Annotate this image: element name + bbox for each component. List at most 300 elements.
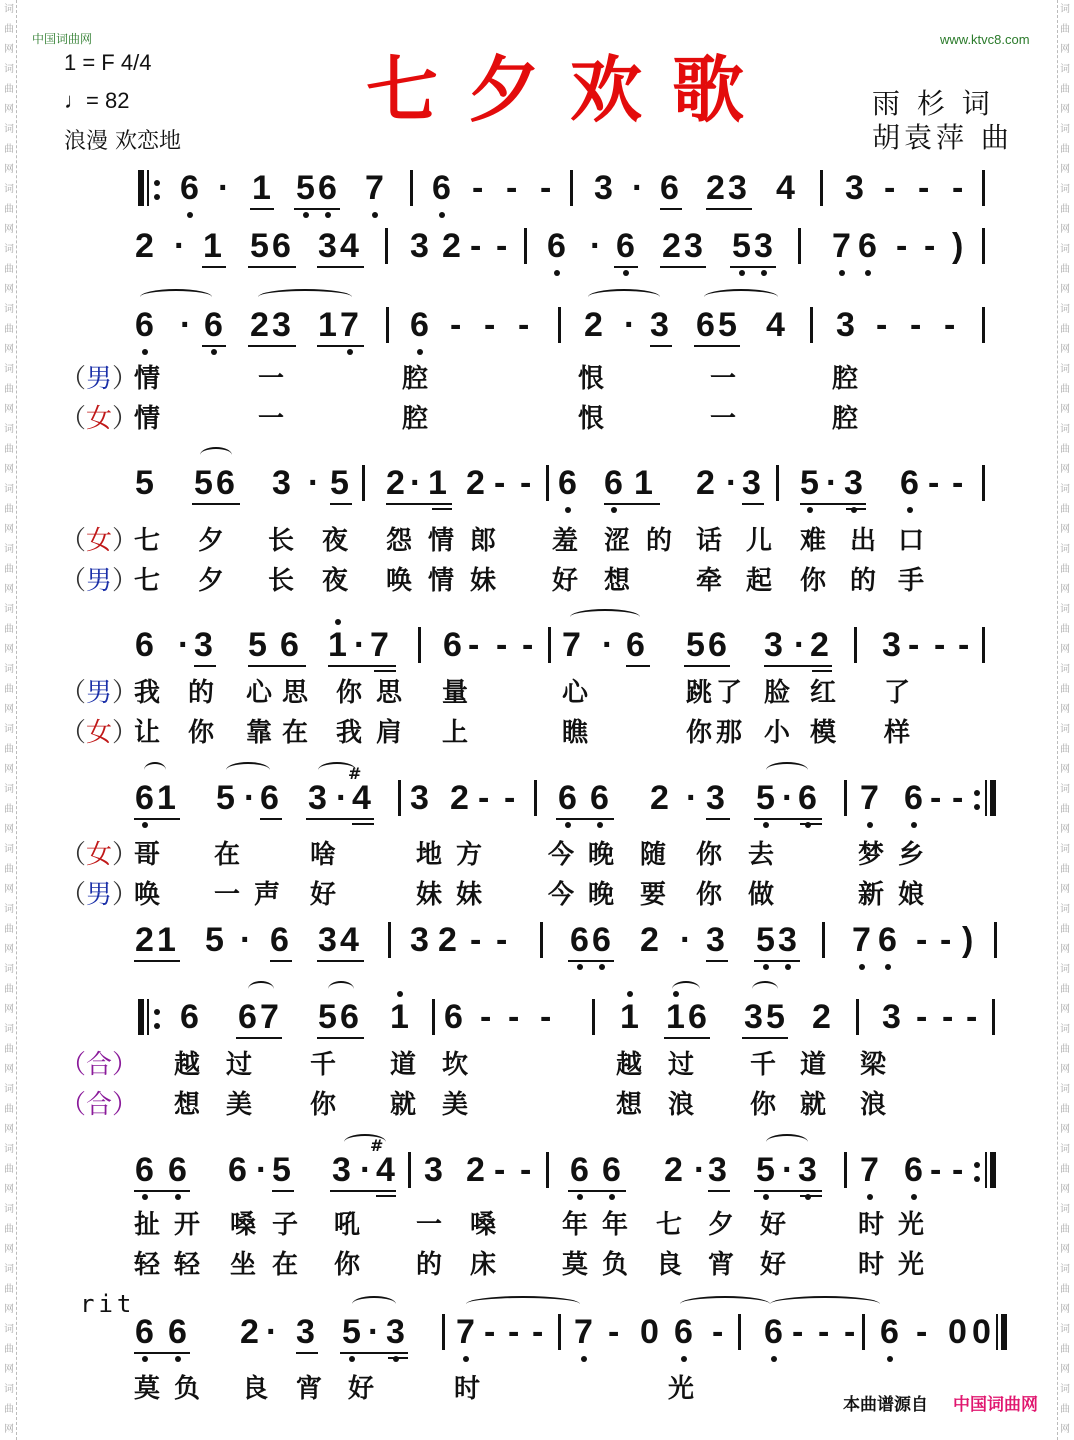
quarter-note-icon: ♩ xyxy=(64,88,86,113)
watermark-glyph: 网 xyxy=(4,1184,14,1195)
watermark-glyph: 词 xyxy=(4,964,14,975)
lyric-syllable: 就 xyxy=(800,1090,827,1120)
lower-octave-dot xyxy=(761,270,767,276)
note: 3 xyxy=(706,779,725,817)
watermark-glyph: 词 xyxy=(4,604,14,615)
watermark-glyph: 词 xyxy=(4,64,14,75)
note: 6 xyxy=(228,1151,247,1189)
lyric-syllable: 美 xyxy=(226,1090,253,1120)
composer-credit: 胡袁萍 曲 xyxy=(872,121,1013,154)
note: 6 xyxy=(904,1151,923,1189)
note: 5 xyxy=(342,1313,361,1351)
note: 6 xyxy=(216,464,235,502)
watermark-glyph: 词 xyxy=(4,304,14,315)
beam-underline xyxy=(800,503,866,505)
note: 5 xyxy=(766,998,785,1036)
lyric-syllable: 好 xyxy=(310,880,337,910)
note: 3 xyxy=(410,921,429,959)
dash-extension: - xyxy=(876,306,888,344)
tempo-marking xyxy=(64,88,129,114)
note: 2 xyxy=(584,306,603,344)
barline xyxy=(982,627,985,663)
beam-underline xyxy=(248,266,296,268)
barline xyxy=(418,627,421,663)
key-signature: 1 = F 4/4 xyxy=(64,50,152,75)
note: 3 xyxy=(386,1313,405,1351)
watermark-glyph: 词 xyxy=(1060,124,1070,135)
watermark-glyph: 词 xyxy=(4,1264,14,1275)
watermark-glyph: 曲 xyxy=(4,984,14,995)
lower-octave-dot xyxy=(911,1194,917,1200)
augmentation-dot: · xyxy=(680,921,692,959)
watermark-glyph: 词 xyxy=(4,184,14,195)
beam-underline xyxy=(330,1190,396,1192)
note: 6 xyxy=(626,626,645,664)
watermark-glyph: 词 xyxy=(4,844,14,855)
watermark-glyph: 词 xyxy=(4,1324,14,1335)
watermark-glyph: 曲 xyxy=(4,624,14,635)
lyric-syllable: 宵 xyxy=(708,1250,735,1280)
dash-extension: - xyxy=(472,169,484,207)
lyric-syllable: 千 xyxy=(750,1050,777,1080)
lyric-syllable: 做 xyxy=(748,880,775,910)
slur-mark xyxy=(328,981,354,997)
lower-octave-dot xyxy=(865,270,871,276)
watermark-glyph: 词 xyxy=(4,1084,14,1095)
slur-mark xyxy=(770,1296,880,1312)
lyric-syllable: 负 xyxy=(174,1374,201,1404)
dash-extension: - xyxy=(540,998,552,1036)
notation-line-verse-2 xyxy=(0,463,1074,523)
dash-extension: - xyxy=(942,998,954,1036)
watermark-glyph: 曲 xyxy=(1060,264,1070,275)
watermark-glyph: 网 xyxy=(4,344,14,355)
role-label-chorus: （合） xyxy=(60,1090,139,1120)
watermark-glyph: 词 xyxy=(1060,784,1070,795)
dash-extension: - xyxy=(518,306,530,344)
role-name: 女 xyxy=(86,404,113,434)
lyric-syllable: 牵 xyxy=(696,566,723,596)
barline xyxy=(388,922,391,958)
barline xyxy=(982,228,985,264)
lyric-syllable: 模 xyxy=(810,718,837,748)
note: 6 xyxy=(592,921,611,959)
lyric-row xyxy=(0,524,1074,558)
watermark-glyph: 词 xyxy=(1060,544,1070,555)
dash-extension: - xyxy=(930,1151,942,1189)
lyric-syllable: 时 xyxy=(858,1210,885,1240)
watermark-glyph: 网 xyxy=(4,704,14,715)
watermark-glyph: 词 xyxy=(4,784,14,795)
beam-underline xyxy=(650,345,672,347)
note: 3 xyxy=(882,998,901,1036)
beam-underline xyxy=(294,208,340,210)
watermark-glyph: 词 xyxy=(1060,484,1070,495)
dash-extension: - xyxy=(930,779,942,817)
lower-octave-dot xyxy=(681,1356,687,1362)
role-label-male: （男） xyxy=(60,880,139,910)
note: 7 xyxy=(860,779,879,817)
watermark-glyph: 网 xyxy=(4,44,14,55)
lyric-syllable: 时 xyxy=(454,1374,481,1404)
note: 5 xyxy=(756,921,775,959)
lower-octave-dot xyxy=(417,349,423,355)
lyric-syllable: 怨 xyxy=(386,526,413,556)
note: 1 xyxy=(157,779,176,817)
dash-extension: - xyxy=(508,998,520,1036)
lower-octave-dot xyxy=(577,1194,583,1200)
lyric-syllable: 思 xyxy=(282,678,309,708)
lyric-syllable: 的 xyxy=(850,566,877,596)
watermark-glyph: 词 xyxy=(4,1384,14,1395)
role-label-chorus: （合） xyxy=(60,1050,139,1080)
lyric-syllable: 起 xyxy=(746,566,773,596)
watermark-glyph: 曲 xyxy=(4,264,14,275)
lyric-syllable: 一 xyxy=(214,880,241,910)
beam-underline xyxy=(706,818,730,820)
beam-underline xyxy=(754,818,822,820)
slur-mark xyxy=(144,762,166,778)
lyric-syllable: 我 xyxy=(336,718,363,748)
watermark-glyph: 网 xyxy=(1060,104,1070,115)
lower-octave-dot xyxy=(807,507,813,513)
note: 2 xyxy=(386,464,405,502)
watermark-glyph: 曲 xyxy=(1060,924,1070,935)
watermark-glyph: 曲 xyxy=(4,1344,14,1355)
beam-underline xyxy=(134,960,180,962)
watermark-glyph: 曲 xyxy=(1060,84,1070,95)
slur-mark xyxy=(466,1296,580,1312)
note: 3 xyxy=(410,227,429,265)
note: 3 xyxy=(728,169,747,207)
note: 3 xyxy=(764,626,783,664)
note: 6 xyxy=(880,1313,899,1351)
lower-octave-dot xyxy=(325,212,331,218)
watermark-glyph: 网 xyxy=(4,224,14,235)
lyric-syllable: 地 xyxy=(416,840,443,870)
dash-extension: - xyxy=(916,998,928,1036)
lyric-syllable: 一 xyxy=(416,1210,443,1240)
watermark-glyph: 曲 xyxy=(1060,1344,1070,1355)
note: 3 xyxy=(798,1151,817,1189)
watermark-glyph: 网 xyxy=(4,284,14,295)
notation-line-intro-2 xyxy=(0,226,1074,286)
note: 6 xyxy=(798,779,817,817)
lyric-syllable: 吼 xyxy=(334,1210,361,1240)
lyric-syllable: 思 xyxy=(376,678,403,708)
watermark-glyph: 曲 xyxy=(4,1104,14,1115)
lyric-row xyxy=(0,362,1074,396)
lyric-syllable: 声 xyxy=(254,880,281,910)
note: 3 xyxy=(332,1151,351,1189)
watermark-glyph: 网 xyxy=(1060,164,1070,175)
note: 2 xyxy=(664,1151,683,1189)
lyric-syllable: 想 xyxy=(174,1090,201,1120)
note: 7 xyxy=(370,626,389,664)
watermark-glyph: 网 xyxy=(1060,704,1070,715)
note: 2 xyxy=(450,779,469,817)
role-name: 女 xyxy=(86,840,113,870)
watermark-glyph: 曲 xyxy=(4,864,14,875)
lower-octave-dot xyxy=(463,1356,469,1362)
watermark-glyph: 词 xyxy=(1060,1264,1070,1275)
augmentation-dot: · xyxy=(240,921,252,959)
watermark-glyph: 词 xyxy=(1060,1024,1070,1035)
lyric-syllable: 的 xyxy=(188,678,215,708)
lyric-syllable: 长 xyxy=(268,566,295,596)
watermark-glyph: 词 xyxy=(4,4,14,15)
lyric-syllable: 啥 xyxy=(310,840,337,870)
lower-octave-dot xyxy=(142,1356,148,1362)
lyric-row xyxy=(0,676,1074,710)
lower-octave-dot xyxy=(581,1356,587,1362)
watermark-glyph: 曲 xyxy=(4,444,14,455)
watermark-glyph: 网 xyxy=(1060,584,1070,595)
note: 2 xyxy=(466,464,485,502)
beam-underline xyxy=(812,670,832,672)
dash-extension: - xyxy=(958,626,970,664)
watermark-glyph: 词 xyxy=(1060,1144,1070,1155)
lyric-syllable: 过 xyxy=(226,1050,253,1080)
dash-extension: - xyxy=(540,169,552,207)
barline xyxy=(820,170,823,206)
barline xyxy=(592,999,595,1035)
note: 6 xyxy=(443,626,462,664)
slur-mark xyxy=(704,289,778,305)
note: 2 xyxy=(466,1151,485,1189)
watermark-glyph: 曲 xyxy=(4,564,14,575)
dash-extension: - xyxy=(712,1313,724,1351)
watermark-glyph: 网 xyxy=(1060,644,1070,655)
lyric-syllable: 脸 xyxy=(764,678,791,708)
lyric-syllable: 的 xyxy=(646,526,673,556)
lyric-syllable: 好 xyxy=(348,1374,375,1404)
note: 5 xyxy=(296,169,315,207)
watermark-glyph: 词 xyxy=(1060,904,1070,915)
watermark-glyph: 曲 xyxy=(4,804,14,815)
barline xyxy=(810,307,813,343)
lyric-syllable: 越 xyxy=(174,1050,201,1080)
notation-line-intro-1 xyxy=(0,168,1074,228)
note: 3 xyxy=(318,227,337,265)
watermark-glyph: 曲 xyxy=(4,924,14,935)
role-name: 女 xyxy=(86,526,113,556)
beam-underline xyxy=(330,503,352,505)
dash-extension: - xyxy=(484,306,496,344)
watermark-glyph: 曲 xyxy=(1060,444,1070,455)
watermark-glyph: 网 xyxy=(4,584,14,595)
note: 6 xyxy=(558,779,577,817)
note: 6 xyxy=(318,169,337,207)
final-barline xyxy=(996,1314,1008,1350)
lower-octave-dot xyxy=(763,964,769,970)
note: 5 xyxy=(135,464,154,502)
dash-extension: - xyxy=(478,779,490,817)
lyric-syllable: 随 xyxy=(640,840,667,870)
note: 6 xyxy=(688,998,707,1036)
lyric-syllable: 一 xyxy=(710,404,737,434)
lyric-syllable: 良 xyxy=(242,1374,269,1404)
lyric-syllable: 光 xyxy=(898,1250,925,1280)
lyric-syllable: 涩 xyxy=(604,526,631,556)
note: 1 xyxy=(428,464,447,502)
lyric-row xyxy=(0,838,1074,872)
lower-octave-dot xyxy=(175,1356,181,1362)
barline xyxy=(856,999,859,1035)
barline xyxy=(844,780,847,816)
beam-underline xyxy=(270,960,292,962)
barline xyxy=(408,1152,411,1188)
watermark-glyph: 曲 xyxy=(1060,204,1070,215)
note: 7 xyxy=(562,626,581,664)
watermark-glyph: 曲 xyxy=(1060,144,1070,155)
note: 5 xyxy=(330,464,349,502)
sharp-accidental: # xyxy=(348,764,362,783)
lyric-syllable: 唤 xyxy=(134,880,161,910)
watermark-glyph: 词 xyxy=(1060,1204,1070,1215)
note: 6 xyxy=(410,306,429,344)
watermark-glyph: 网 xyxy=(1060,764,1070,775)
role-label-female: （女） xyxy=(60,840,139,870)
note: 3 xyxy=(706,921,725,959)
lower-octave-dot xyxy=(867,822,873,828)
lyric-syllable: 一 xyxy=(258,404,285,434)
beam-underline xyxy=(386,503,452,505)
note: 6 xyxy=(135,306,154,344)
note: 5 xyxy=(216,779,235,817)
note: 6 xyxy=(270,921,289,959)
note: 6 xyxy=(135,1313,154,1351)
dash-extension: - xyxy=(924,227,936,265)
upper-octave-dot xyxy=(627,991,633,997)
lyric-syllable: 浪 xyxy=(860,1090,887,1120)
lyric-syllable: 恨 xyxy=(578,364,605,394)
lyric-syllable: 今 xyxy=(548,840,575,870)
lyric-syllable: 哥 xyxy=(134,840,161,870)
lyric-syllable: 你 xyxy=(310,1090,337,1120)
note: 3 xyxy=(742,464,761,502)
slur-mark xyxy=(752,981,778,997)
slur-mark xyxy=(680,1296,770,1312)
dash-extension: - xyxy=(522,626,534,664)
dash-extension: - xyxy=(952,1151,964,1189)
dash-extension: - xyxy=(496,626,508,664)
lyric-syllable: 美 xyxy=(442,1090,469,1120)
lyric-syllable: 靠 xyxy=(246,718,273,748)
note: 4 xyxy=(376,1151,395,1189)
watermark-glyph: 网 xyxy=(4,764,14,775)
lyric-syllable: 梁 xyxy=(860,1050,887,1080)
note: 4 xyxy=(340,227,359,265)
notation-line-verse-1 xyxy=(0,305,1074,365)
role-label-female: （女） xyxy=(60,718,139,748)
role-label-male: （男） xyxy=(60,566,139,596)
dash-extension: - xyxy=(896,227,908,265)
barline xyxy=(570,170,573,206)
barline xyxy=(386,307,389,343)
beam-underline xyxy=(134,818,180,820)
lower-octave-dot xyxy=(211,349,217,355)
note: 5 xyxy=(318,998,337,1036)
lower-octave-dot xyxy=(611,507,617,513)
augmentation-dot: · xyxy=(632,169,644,207)
note: 3 xyxy=(882,626,901,664)
lyric-syllable: 晚 xyxy=(588,880,615,910)
barline xyxy=(432,999,435,1035)
watermark-glyph: 网 xyxy=(1060,1184,1070,1195)
lyric-syllable: 新 xyxy=(858,880,885,910)
beam-underline xyxy=(754,960,800,962)
watermark-glyph: 网 xyxy=(1060,524,1070,535)
note: 6 xyxy=(432,169,451,207)
watermark-glyph: 网 xyxy=(1060,1364,1070,1375)
lyric-syllable: 夜 xyxy=(322,566,349,596)
watermark-glyph: 词 xyxy=(4,484,14,495)
note: 6 xyxy=(616,227,635,265)
mood-marking: 浪漫 欢恋地 xyxy=(64,129,181,154)
note: 6 xyxy=(708,626,727,664)
watermark-glyph: 网 xyxy=(1060,824,1070,835)
note: 6 xyxy=(696,306,715,344)
barline xyxy=(410,170,413,206)
note: 6 xyxy=(272,227,291,265)
beam-underline xyxy=(388,1357,408,1359)
note: 6 xyxy=(858,227,877,265)
repeat-start-sign xyxy=(138,999,166,1035)
lyric-syllable: 羞 xyxy=(552,526,579,556)
note: 6 xyxy=(204,306,223,344)
augmentation-dot: · xyxy=(178,626,190,664)
note: 2 xyxy=(135,921,154,959)
note: 3 xyxy=(594,169,613,207)
lyric-row xyxy=(0,402,1074,436)
note: 6 xyxy=(878,921,897,959)
beam-underline xyxy=(568,960,614,962)
lyric-syllable: 恨 xyxy=(578,404,605,434)
barline xyxy=(982,307,985,343)
beam-underline xyxy=(248,345,296,347)
lyric-syllable: 你 xyxy=(686,718,713,748)
beam-underline xyxy=(340,1352,408,1354)
dash-extension: - xyxy=(484,1313,496,1351)
source-site: 中国词曲网 xyxy=(953,1395,1038,1415)
watermark-glyph: 网 xyxy=(1060,1244,1070,1255)
lower-octave-dot xyxy=(907,507,913,513)
slur-mark xyxy=(570,609,640,625)
role-name: 男 xyxy=(86,566,113,596)
watermark-glyph: 曲 xyxy=(1060,984,1070,995)
lyric-syllable: 红 xyxy=(810,678,837,708)
beam-underline xyxy=(272,1190,294,1192)
dash-extension: - xyxy=(450,306,462,344)
note: 1 xyxy=(157,921,176,959)
beam-underline xyxy=(660,266,706,268)
lyric-syllable: 床 xyxy=(470,1250,497,1280)
dash-extension: - xyxy=(818,1313,830,1351)
note: 3 xyxy=(844,464,863,502)
augmentation-dot: · xyxy=(360,1151,372,1189)
slur-mark xyxy=(766,762,808,778)
lyric-syllable: 嗓 xyxy=(230,1210,257,1240)
lyric-syllable: 年 xyxy=(562,1210,589,1240)
beam-underline xyxy=(800,1195,822,1197)
lyric-syllable: 七 xyxy=(134,566,161,596)
beam-underline xyxy=(317,960,364,962)
lyric-syllable: 妹 xyxy=(416,880,443,910)
lower-octave-dot xyxy=(175,1194,181,1200)
lyric-row xyxy=(0,1248,1074,1282)
lyric-syllable: 在 xyxy=(272,1250,299,1280)
